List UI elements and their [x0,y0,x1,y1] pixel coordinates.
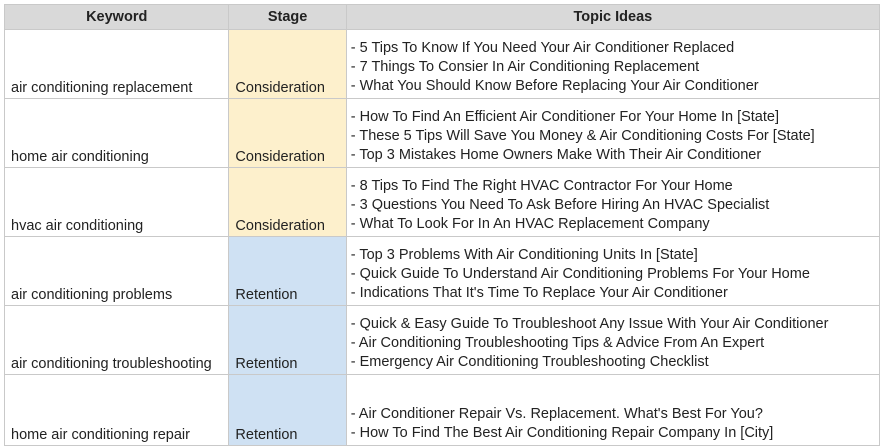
keyword-cell[interactable]: air conditioning problems [5,237,229,306]
topic-idea: - These 5 Tips Will Save You Money & Air Conditioning Costs For [State] [350,128,815,144]
stage-cell[interactable]: Retention [229,237,346,306]
table-row [5,99,880,168]
topic-idea: - What To Look For In An HVAC Replacement Company [350,216,710,232]
header-stage[interactable]: Stage [229,5,346,30]
topic-idea: - 8 Tips To Find The Right HVAC Contractor For Your Home [350,178,733,194]
keyword-cell[interactable]: air conditioning replacement [5,30,229,99]
table-row [5,306,880,375]
keyword-cell[interactable]: hvac air conditioning [5,168,229,237]
topic-idea: - Quick Guide To Understand Air Conditioning Problems For Your Home [350,266,810,282]
topic-ideas-cell[interactable] [346,237,879,306]
topic-idea: - Indications That It's Time To Replace Your Air Conditioner [350,285,728,301]
table-row [5,168,880,237]
topic-idea: - Air Conditioning Troubleshooting Tips & Advice From An Expert [350,335,765,351]
stage-cell[interactable]: Retention [229,306,346,375]
stage-cell[interactable]: Retention [229,375,346,446]
topic-idea: - Top 3 Problems With Air Conditioning Units In [State] [350,247,698,263]
topic-ideas-cell[interactable] [346,30,879,99]
topic-idea: - 7 Things To Consier In Air Conditioning Replacement [350,59,700,75]
topic-idea: - What You Should Know Before Replacing Your Air Conditioner [350,78,759,94]
table-row [5,375,880,446]
topic-ideas-cell[interactable] [346,306,879,375]
topic-idea: - Emergency Air Conditioning Troubleshooting Checklist [350,354,709,370]
topic-ideas-cell[interactable] [346,168,879,237]
keyword-cell[interactable]: home air conditioning repair [5,375,229,446]
header-keyword[interactable]: Keyword [5,5,229,30]
stage-cell[interactable]: Consideration [229,30,346,99]
topic-idea: - How To Find An Efficient Air Conditioner For Your Home In [State] [350,109,779,125]
topic-idea: - 5 Tips To Know If You Need Your Air Conditioner Replaced [350,40,735,56]
topic-ideas-cell[interactable] [346,375,879,446]
topic-ideas-cell[interactable] [346,99,879,168]
keyword-topic-table [4,4,880,446]
stage-cell[interactable]: Consideration [229,99,346,168]
topic-idea: - 3 Questions You Need To Ask Before Hiring An HVAC Specialist [350,197,770,213]
stage-cell[interactable]: Consideration [229,168,346,237]
topic-idea: - Top 3 Mistakes Home Owners Make With Their Air Conditioner [350,147,762,163]
topic-idea: - Quick & Easy Guide To Troubleshoot Any Issue With Your Air Conditioner [350,316,829,332]
topic-idea: - How To Find The Best Air Conditioning Repair Company In [City] [350,425,774,441]
header-topic-ideas[interactable]: Topic Ideas [346,5,879,30]
topic-idea: - Air Conditioner Repair Vs. Replacement. What's Best For You? [350,406,763,422]
keyword-cell[interactable]: air conditioning troubleshooting [5,306,229,375]
header-row [5,5,880,30]
keyword-cell[interactable]: home air conditioning [5,99,229,168]
table-row [5,237,880,306]
table-row [5,30,880,99]
